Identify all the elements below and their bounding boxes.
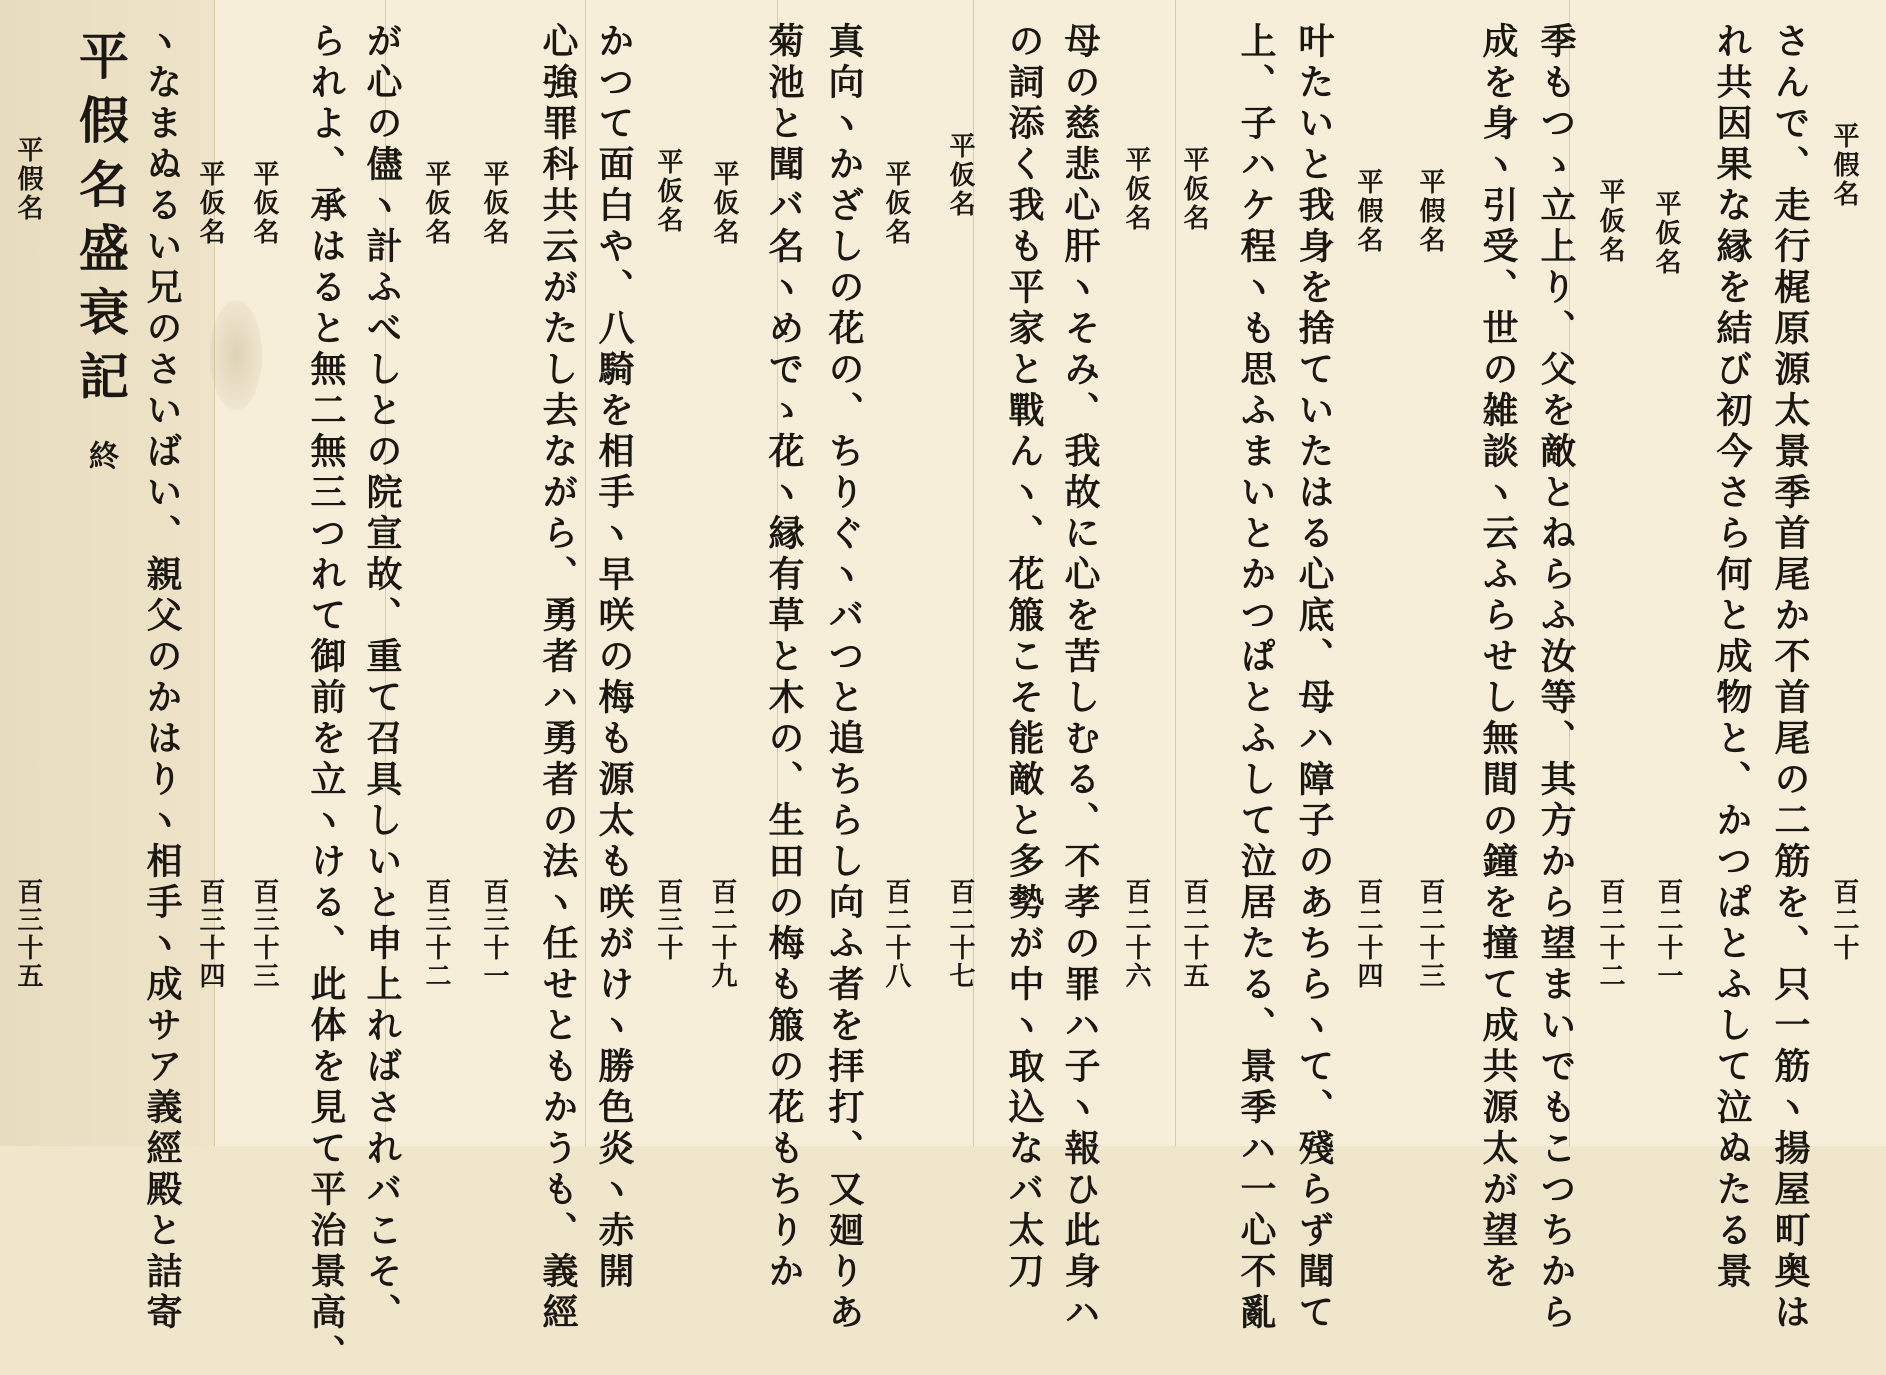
text-column: が心の儘ヽ計ふべしとの院宣故、重て召具しいと申上ればされバこそ、 xyxy=(361,22,403,1334)
book-title xyxy=(64,30,136,484)
column-number: 百二十二 xyxy=(1595,878,1625,990)
column-number: 百三十 xyxy=(653,878,683,962)
text-column: ヽなまぬるい兄のさいばい、親父のかはりヽ相手ヽ成サア義經殿と詰寄 xyxy=(141,22,183,1334)
text-column: 菊池と聞バ名ヽめでゝ花ヽ縁有草と木の、生田の梅も箙の花もちりか xyxy=(763,22,805,1293)
text-column: の詞添く我も平家と戰んヽ、花箙こそ能敵と多勢が中ヽ取込なバ太刀 xyxy=(1003,22,1045,1293)
column-header: 平仮名 xyxy=(881,160,911,247)
column-number: 百二十九 xyxy=(707,878,737,990)
text-column: さんで、走行梶原源太景季首尾か不首尾の二筋を、只一筋ヽ揚屋町奥は xyxy=(1769,22,1811,1334)
paper-stain xyxy=(210,300,262,410)
text-column: られよ、承はると無二無三つれて御前を立ヽける、此体を見て平治景高、 xyxy=(305,22,347,1375)
column-number: 百二十八 xyxy=(881,878,911,990)
column-number: 百三十一 xyxy=(479,878,509,990)
column-number: 百三十二 xyxy=(421,878,451,990)
column-header: 平仮名 xyxy=(195,160,225,247)
column-header: 平仮名 xyxy=(1595,178,1625,265)
column-header: 平仮名 xyxy=(709,160,739,247)
column-number: 百三十四 xyxy=(195,878,225,990)
column-number: 百三十三 xyxy=(249,878,279,990)
column-header: 平假名 xyxy=(1829,122,1859,209)
column-number: 百二十四 xyxy=(1353,878,1383,990)
column-number: 百二十六 xyxy=(1121,878,1151,990)
column-number: 百二十五 xyxy=(1179,878,1209,990)
end-mark: 終 xyxy=(83,440,118,484)
column-number: 百二十三 xyxy=(1415,878,1445,990)
column-number: 百二十一 xyxy=(1653,878,1683,990)
column-header: 平仮名 xyxy=(479,160,509,247)
column-header: 平仮名 xyxy=(421,160,451,247)
text-column: 成を身ヽ引受、世の雑談ヽ云ふらせし無間の鐘を撞て成共源太が望を xyxy=(1477,22,1519,1293)
column-header: 平假名 xyxy=(1415,168,1445,255)
text-column: れ共因果な縁を結び初今さら何と成物と、かつぱとふして泣ぬたる景 xyxy=(1711,22,1753,1293)
column-header: 平仮名 xyxy=(1179,146,1209,233)
book-title-text: 平假名盛衰記 xyxy=(71,30,130,414)
column-number: 百二十 xyxy=(1829,878,1859,962)
column-number: 百三十五 xyxy=(13,878,43,990)
column-header: 平仮名 xyxy=(653,148,683,235)
text-column: かつて面白や、八騎を相手ヽ早咲の梅も源太も咲がけヽ勝色炎ヽ赤開 xyxy=(593,22,635,1293)
column-header: 平仮名 xyxy=(1121,146,1151,233)
text-column: 母の慈悲心肝ヽそみ、我故に心を苦しむる、不孝の罪ハ子ヽ報ひ此身ハ xyxy=(1059,22,1101,1334)
text-column: 心強罪科共云がたし去ながら、勇者ハ勇者の法ヽ任せともかうも、義經 xyxy=(537,22,579,1334)
text-column: 上、子ハケ程ヽも思ふまいとかつぱとふして泣居たる、景季ハ一心不亂 xyxy=(1235,22,1277,1334)
column-header: 平仮名 xyxy=(249,160,279,247)
text-column: 真向ヽかざしの花の、ちりぐヽバつと追ちらし向ふ者を拝打、又廻りあ xyxy=(823,22,865,1334)
column-header: 平假名 xyxy=(13,136,43,223)
column-number: 百二十七 xyxy=(945,878,975,990)
text-column: 叶たいと我身を捨ていたはる心底、母ハ障子のあちらヽて、殘らず聞て xyxy=(1293,22,1335,1334)
column-header: 平仮名 xyxy=(945,132,975,219)
text-column: 季もつゝ立上り、父を敵とねらふ汝等、其方から望まいでもこつちから xyxy=(1535,22,1577,1334)
column-header: 平假名 xyxy=(1353,168,1383,255)
column-header: 平仮名 xyxy=(1651,190,1681,277)
